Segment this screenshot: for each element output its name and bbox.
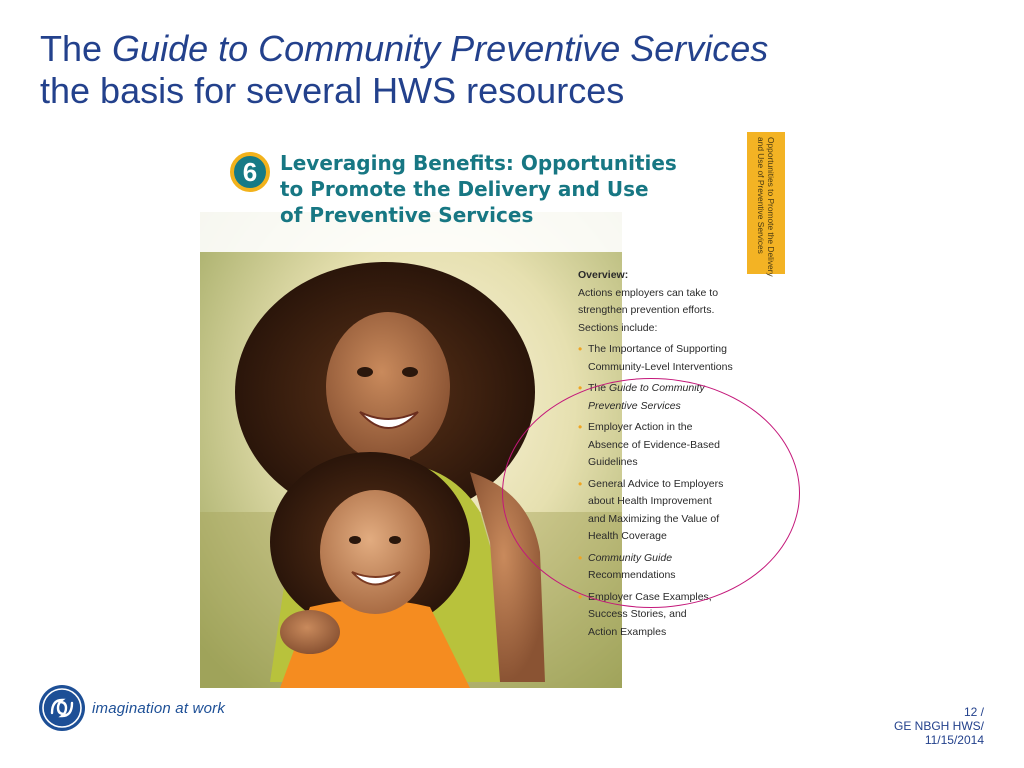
- overview-title: Overview:: [578, 269, 629, 281]
- overview-item-text: The: [588, 382, 610, 394]
- overview-intro-line: Sections include:: [578, 321, 658, 334]
- overview-item-text: Preventive Services: [588, 399, 681, 412]
- overview-item-text: Action Examples: [588, 625, 667, 638]
- footer-org: GE NBGH HWS/: [893, 719, 984, 733]
- title-line2: the basis for several HWS resources: [40, 70, 625, 111]
- chapter-heading-line: of Preventive Services: [280, 203, 534, 227]
- overview-item-text: Absence of Evidence-Based: [588, 438, 720, 451]
- overview-item-text: Employer Action in the: [588, 421, 693, 433]
- page-number: 12 /: [963, 705, 984, 719]
- side-tab-text: [756, 137, 776, 277]
- chapter-number-badge: [230, 152, 270, 192]
- chapter-heading-line: Leveraging Benefits: Opportunities: [280, 151, 677, 175]
- overview-item-text: Community-Level Interventions: [588, 360, 733, 373]
- overview-item-text: The Importance of Supporting: [588, 343, 727, 355]
- overview-intro-line: Actions employers can take to: [578, 286, 719, 299]
- overview-item-text: about Health Improvement: [588, 495, 712, 507]
- overview-intro-line: strengthen prevention efforts.: [578, 304, 715, 316]
- side-tab-line: Opportunities to Promote the Delivery: [766, 137, 776, 277]
- overview-item-text: Guidelines: [588, 456, 638, 468]
- overview-item-text: Guide to Community: [609, 382, 705, 394]
- overview-item-text: Health Coverage: [588, 530, 667, 542]
- highlight-circle: [502, 378, 800, 608]
- title-italic: Guide to Community Preventive Services: [112, 28, 769, 69]
- chapter-side-tab: [747, 132, 785, 277]
- overview-item-text: Community Guide: [588, 551, 673, 564]
- slide-title: [40, 28, 768, 112]
- chapter-heading: [280, 150, 740, 228]
- overview-item-text: Recommendations: [588, 569, 676, 581]
- footer-tagline: imagination at work: [92, 700, 226, 717]
- overview-item-text: and Maximizing the Value of: [588, 512, 720, 525]
- page-meta: [894, 705, 984, 747]
- footer-date: 11/15/2014: [924, 733, 984, 747]
- title-prefix: The: [40, 28, 113, 69]
- chapter-heading-line: to Promote the Delivery and Use: [280, 177, 649, 201]
- side-tab-line: and Use of Preventive Services: [756, 137, 766, 254]
- overview-section-item: [578, 341, 748, 376]
- overview-item-text: Employer Case Examples,: [588, 590, 712, 603]
- overview-item-text: Success Stories, and: [588, 608, 687, 620]
- overview-item-text: General Advice to Employers: [588, 477, 724, 490]
- chapter-number: 6: [242, 156, 258, 187]
- ge-logo: [38, 684, 86, 732]
